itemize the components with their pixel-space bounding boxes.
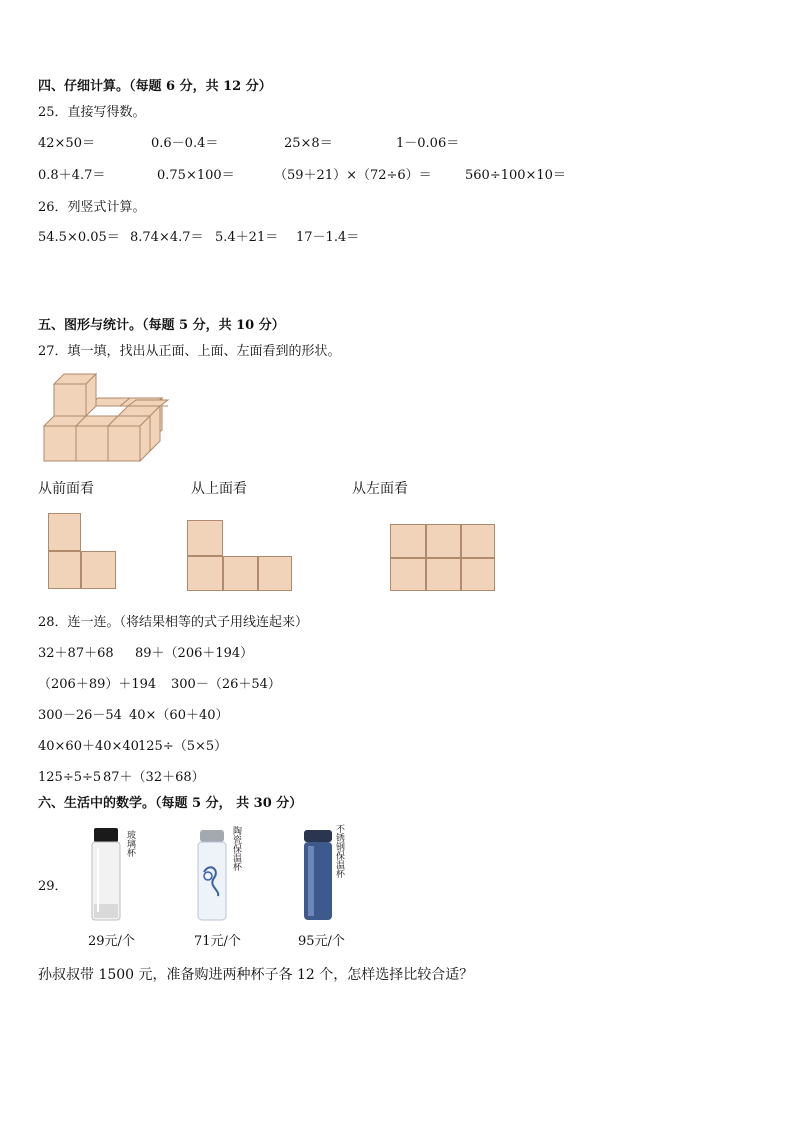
view-square bbox=[187, 556, 223, 591]
q25-r2-c4: 560÷100×10＝ bbox=[465, 168, 566, 183]
q25-r1-c4: 1－0.06＝ bbox=[396, 136, 460, 151]
cube-face bbox=[44, 426, 76, 461]
steel-cup-icon bbox=[298, 826, 338, 924]
q25-title: 25．直接写得数。 bbox=[38, 105, 146, 120]
q28-left-2: （206＋89）＋194 bbox=[38, 677, 157, 692]
q26-item-4: 17－1.4＝ bbox=[296, 230, 360, 245]
q25-r1-c1: 42×50＝ bbox=[38, 136, 95, 151]
q28-left-4: 40×60＋40×40 bbox=[38, 739, 139, 754]
glass-cup-price: 29元/个 bbox=[88, 934, 135, 949]
q29-number: 29． bbox=[38, 879, 68, 894]
q28-left-3: 300－26－54 bbox=[38, 708, 122, 723]
view-square bbox=[258, 556, 292, 591]
steel-cup-label: 不锈钢保温杯 bbox=[334, 824, 344, 878]
view-square bbox=[48, 513, 81, 551]
cube-arrangement-figure bbox=[40, 370, 175, 466]
cube-face bbox=[76, 426, 108, 461]
q28-left-1: 32＋87＋68 bbox=[38, 646, 114, 661]
view-square bbox=[426, 558, 461, 591]
view-label-left: 从左面看 bbox=[352, 481, 408, 497]
section4-title: 四、仔细计算。（每题 6 分，共 12 分） bbox=[38, 79, 272, 94]
view-square bbox=[48, 551, 81, 589]
ceramic-cup-label: 陶瓷保温杯 bbox=[231, 826, 241, 871]
q28-right-2: 300－（26＋54） bbox=[171, 677, 281, 692]
q28-right-3: 40×（60＋40） bbox=[129, 708, 229, 723]
q27-title: 27．填一填，找出从正面、上面、左面看到的形状。 bbox=[38, 344, 341, 359]
q25-r2-c2: 0.75×100＝ bbox=[157, 168, 235, 183]
glass-cup-icon bbox=[86, 826, 126, 924]
view-label-front: 从前面看 bbox=[38, 481, 94, 497]
view-label-top: 从上面看 bbox=[191, 481, 247, 497]
cube-face bbox=[108, 426, 140, 461]
view-square bbox=[187, 520, 223, 556]
glass-cup-label: 玻璃杯 bbox=[125, 830, 135, 857]
view-square bbox=[223, 556, 258, 591]
steel-cup-price: 95元/个 bbox=[298, 934, 345, 949]
q26-item-3: 5.4＋21＝ bbox=[215, 230, 279, 245]
q25-r2-c3: （59＋21）×（72÷6）＝ bbox=[274, 168, 432, 183]
q28-right-4: 125÷（5×5） bbox=[138, 739, 228, 754]
view-square bbox=[461, 558, 495, 591]
ceramic-cup-price: 71元/个 bbox=[194, 934, 241, 949]
view-square bbox=[390, 558, 426, 591]
q26-item-1: 54.5×0.05＝ bbox=[38, 230, 120, 245]
q28-right-1: 89＋（206＋194） bbox=[135, 646, 254, 661]
q26-item-2: 8.74×4.7＝ bbox=[130, 230, 204, 245]
cube-face bbox=[128, 400, 168, 406]
q25-r2-c1: 0.8＋4.7＝ bbox=[38, 168, 106, 183]
q25-r1-c3: 25×8＝ bbox=[284, 136, 333, 151]
ceramic-cup-icon bbox=[192, 826, 232, 924]
cube-face bbox=[54, 384, 86, 416]
view-square bbox=[426, 524, 461, 558]
section6-title: 六、生活中的数学。（每题 5 分， 共 30 分） bbox=[38, 796, 303, 811]
view-square bbox=[81, 551, 116, 589]
view-square bbox=[390, 524, 426, 558]
q29-question: 孙叔叔带 1500 元，准备购进两种杯子各 12 个，怎样选择比较合适？ bbox=[38, 967, 474, 983]
q26-title: 26．列竖式计算。 bbox=[38, 200, 146, 215]
q28-title: 28．连一连。（将结果相等的式子用线连起来） bbox=[38, 615, 309, 630]
q25-r1-c2: 0.6－0.4＝ bbox=[151, 136, 219, 151]
view-square bbox=[461, 524, 495, 558]
section5-title: 五、图形与统计。（每题 5 分，共 10 分） bbox=[38, 318, 285, 333]
q28-left-5: 125÷5÷5 bbox=[38, 770, 102, 785]
q28-right-5: 87＋（32＋68） bbox=[103, 770, 205, 785]
